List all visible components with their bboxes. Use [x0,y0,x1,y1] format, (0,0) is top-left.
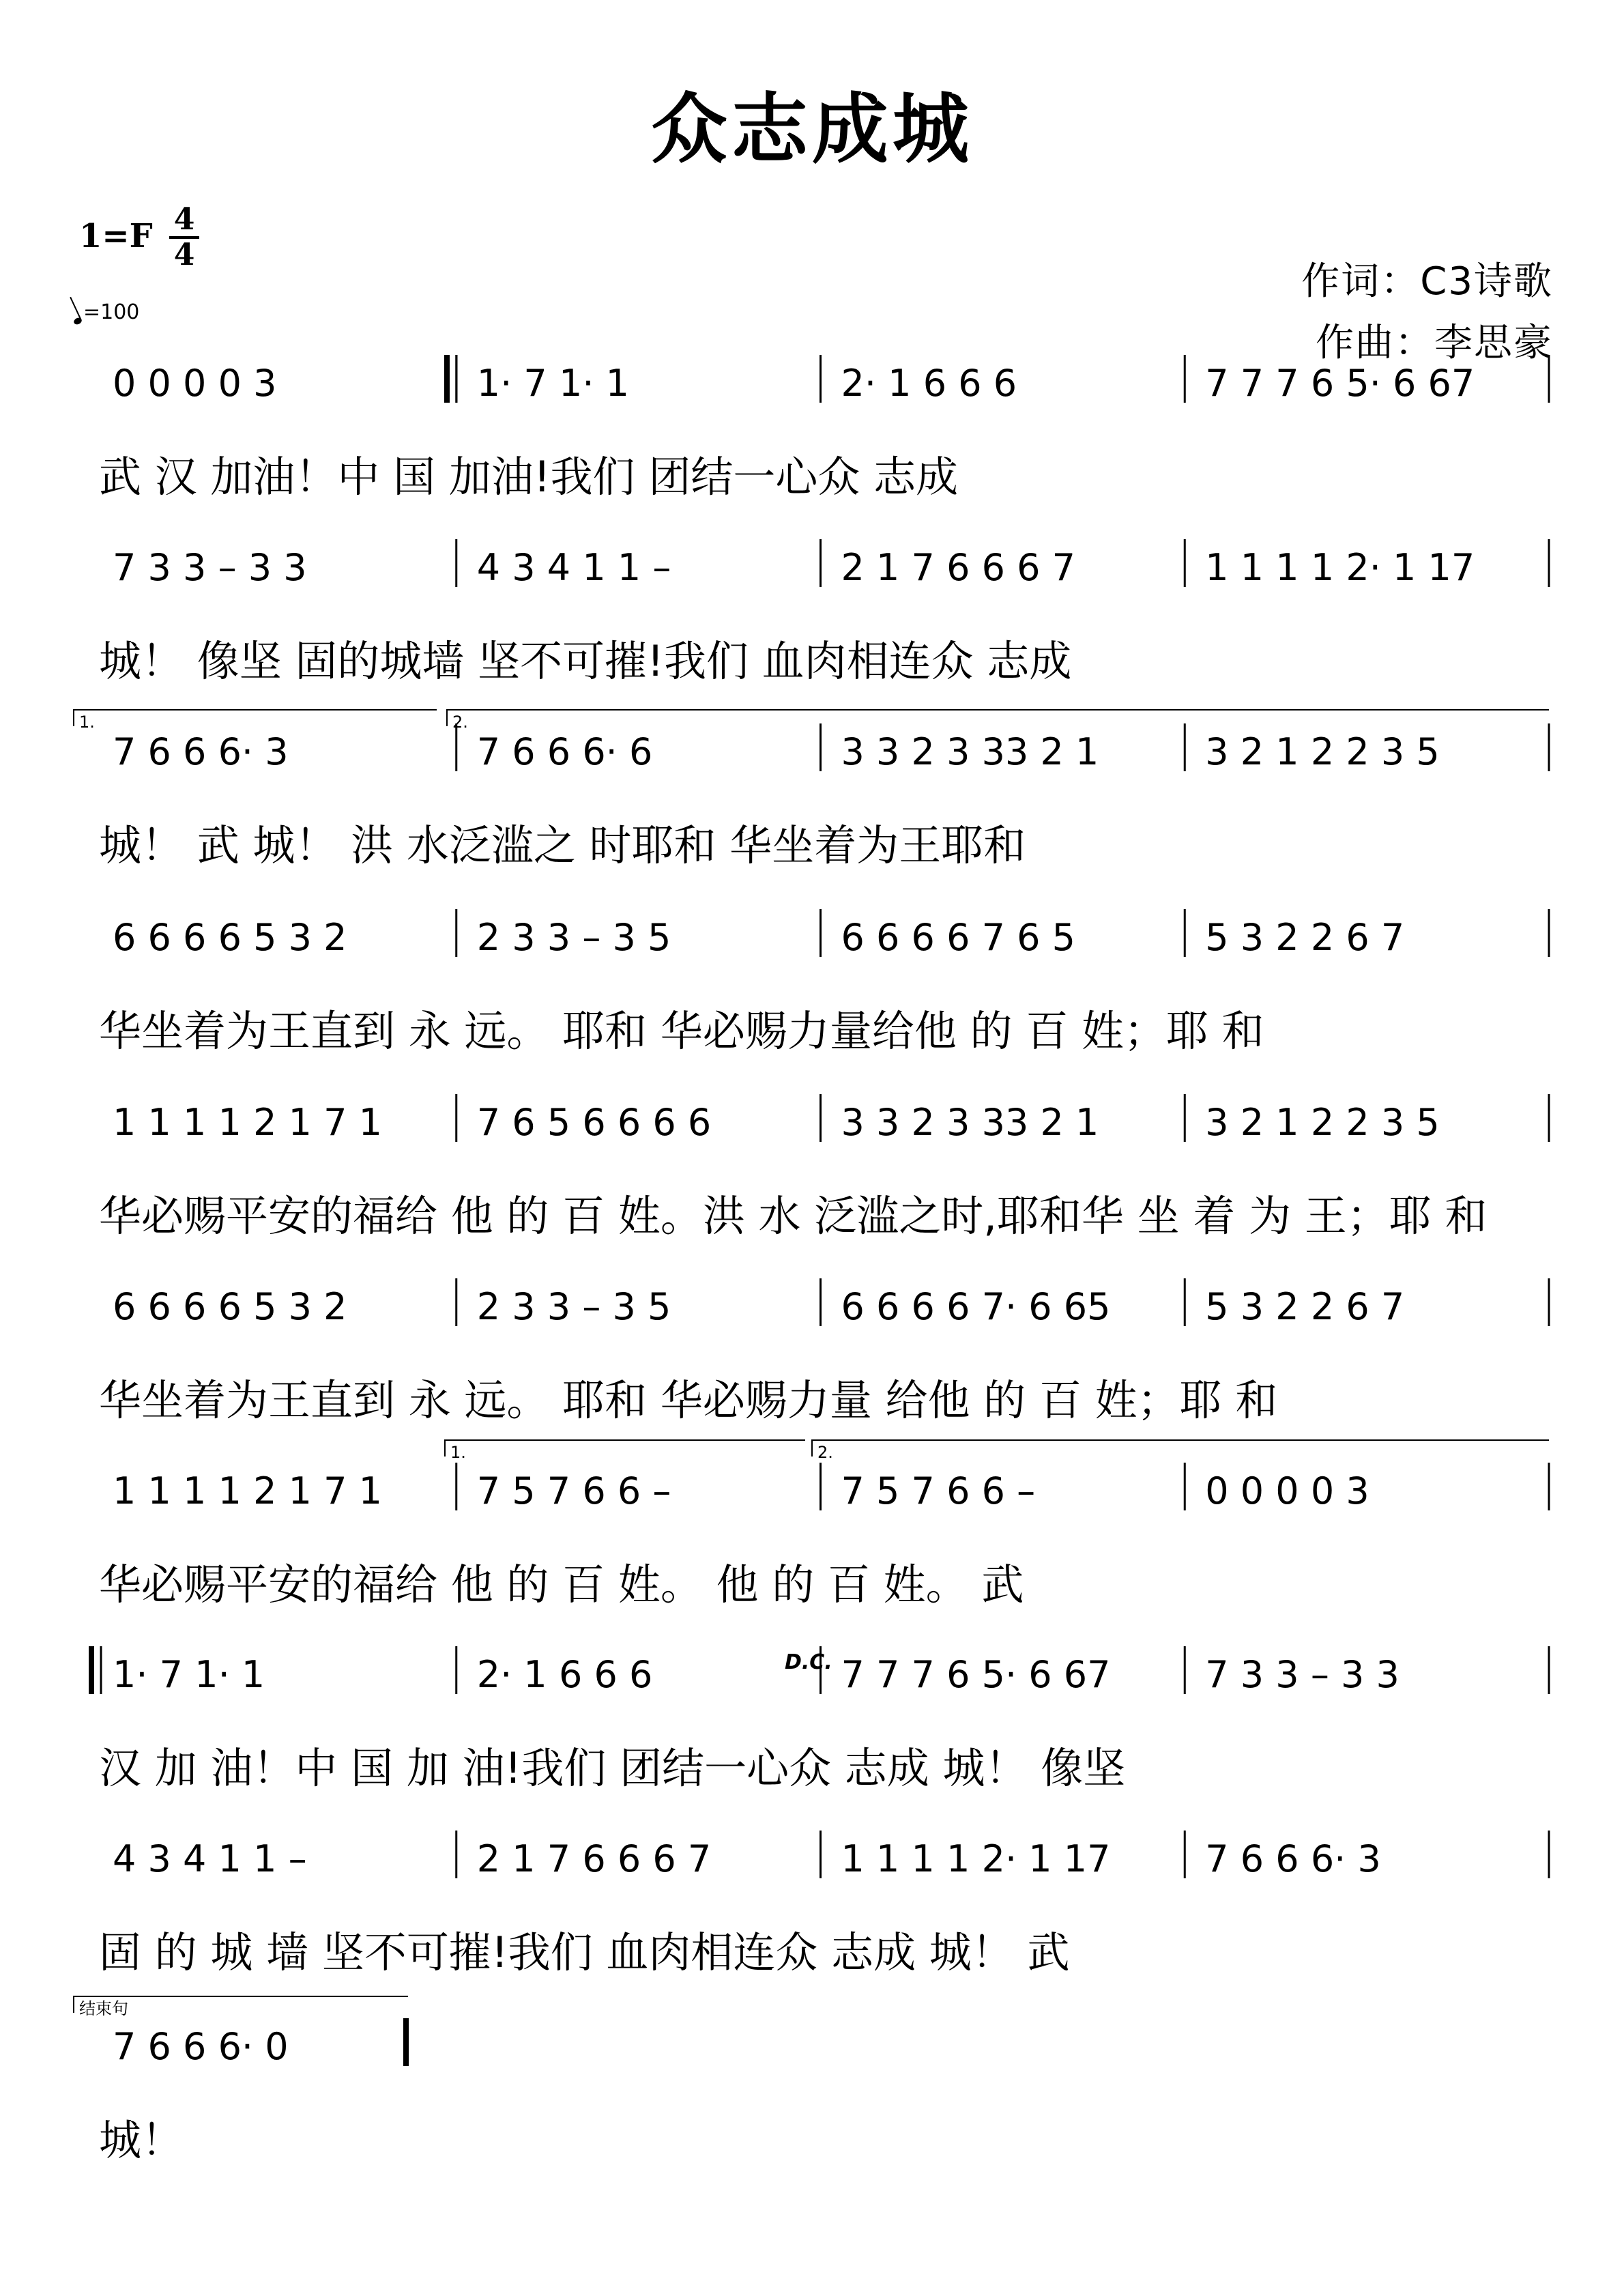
measure-notes: 7 6 6 6· 6 [476,730,653,773]
measure-notes: 7 7 7 6 5· 6 67 [1205,362,1475,405]
measure-notes: 7 5 7 6 6 – [476,1469,671,1512]
measure-notes: 7 6 6 6· 3 [1205,1837,1381,1880]
lyric-line: 华坐着为王直到 永 远。 耶和 华必赐力量给他 的 百 姓；耶 和 [99,1006,1264,1056]
lyric-line: 华必赐平安的福给 他 的 百 姓。 他 的 百 姓。 武 [99,1560,1024,1609]
measure-notes: 3 3 2 3 33 2 1 [841,1101,1099,1144]
measure-notes: 6 6 6 6 5 3 2 [113,1285,347,1328]
measure-notes: 7 3 3 – 3 3 [1205,1653,1400,1696]
measure-notes: 5 3 2 2 6 7 [1205,1285,1405,1328]
measure-notes: 7 5 7 6 6 – [841,1469,1036,1512]
lyric-line: 武 汉 加油！中 国 加油!我们 团结一心众 志成 [99,452,959,502]
volta-label: 结束句 [79,1999,128,2018]
measure-notes: 1 1 1 1 2· 1 17 [1205,546,1475,589]
measure-notes: 7 3 3 – 3 3 [113,546,307,589]
volta-label: 1. [79,713,95,732]
measure-notes: 7 6 5 6 6 6 6 [476,1101,712,1144]
measure-notes: 1· 7 1· 1 [113,1653,265,1696]
measure-notes: 1· 7 1· 1 [476,362,630,405]
measure-notes: 0 0 0 0 3 [1205,1469,1369,1512]
composer-credit: 作曲：李思豪 [1316,321,1553,365]
measure-notes: 1 1 1 1 2· 1 17 [841,1837,1111,1880]
volta-label: 2. [817,1443,833,1462]
measure-notes: 5 3 2 2 6 7 [1205,916,1405,959]
measure-notes: 6 6 6 6 7 6 5 [841,916,1075,959]
measure-notes: 1 1 1 1 2 1 7 1 [113,1101,383,1144]
lyric-line: 华必赐平安的福给 他 的 百 姓。洪 水 泛滥之时,耶和华 坐 着 为 王；耶 和 [99,1191,1488,1241]
measure-notes: 7 6 6 6· 0 [113,2025,289,2068]
measure-notes: 4 3 4 1 1 – [476,546,671,589]
lyric-line: 华坐着为王直到 永 远。 耶和 华必赐力量 给他 的 百 姓；耶 和 [99,1375,1278,1425]
volta-bracket [74,710,437,726]
volta-bracket [445,1440,805,1456]
volta-bracket [447,710,1549,726]
lyric-line: 城！ 像坚 固的城墙 坚不可摧!我们 血肉相连众 志成 [99,636,1072,686]
measure-notes: 7 6 6 6· 3 [113,730,289,773]
measure-notes: 3 2 1 2 2 3 5 [1205,730,1440,773]
lyric-line: 固 的 城 墙 坚不可摧!我们 血肉相连众 志成 城！ 武 [99,1927,1070,1977]
lyricist-credit: 作词：C3诗歌 [1301,259,1553,304]
measure-notes: 0 0 0 0 3 [113,362,277,405]
measure-notes: 7 7 7 6 5· 6 67 [841,1653,1111,1696]
lyric-line: 城！ 武 城！ 洪 水泛滥之 时耶和 华坐着为王耶和 [99,820,1026,870]
tempo-value: =100 [83,300,140,324]
key-signature: 1=F [79,217,153,255]
volta-bracket [812,1440,1549,1456]
measure-notes: 2 3 3 – 3 5 [476,916,671,959]
time-numerator: 4 [173,202,195,237]
time-denominator: 4 [173,238,195,272]
measure-notes: 4 3 4 1 1 – [113,1837,307,1880]
da-capo-mark: D.C. [785,1650,832,1674]
volta-label: 2. [452,713,468,732]
measure-notes: 2 3 3 – 3 5 [476,1285,671,1328]
measure-notes: 2· 1 6 6 6 [476,1653,653,1696]
measure-notes: 2· 1 6 6 6 [841,362,1017,405]
measure-notes: 3 2 1 2 2 3 5 [1205,1101,1440,1144]
song-title: 众志成城 [651,85,973,174]
measure-notes: 2 1 7 6 6 6 7 [476,1837,712,1880]
lyric-line: 汉 加 油！中 国 加 油!我们 团结一心众 志成 城！ 像坚 [99,1743,1126,1793]
measure-notes: 2 1 7 6 6 6 7 [841,546,1075,589]
measure-notes: 3 3 2 3 33 2 1 [841,730,1099,773]
measure-notes: 6 6 6 6 7· 6 65 [841,1285,1111,1328]
volta-label: 1. [450,1443,466,1462]
measure-notes: 1 1 1 1 2 1 7 1 [113,1469,383,1512]
measure-notes: 6 6 6 6 5 3 2 [113,916,347,959]
lyric-line: 城！ [99,2115,184,2165]
